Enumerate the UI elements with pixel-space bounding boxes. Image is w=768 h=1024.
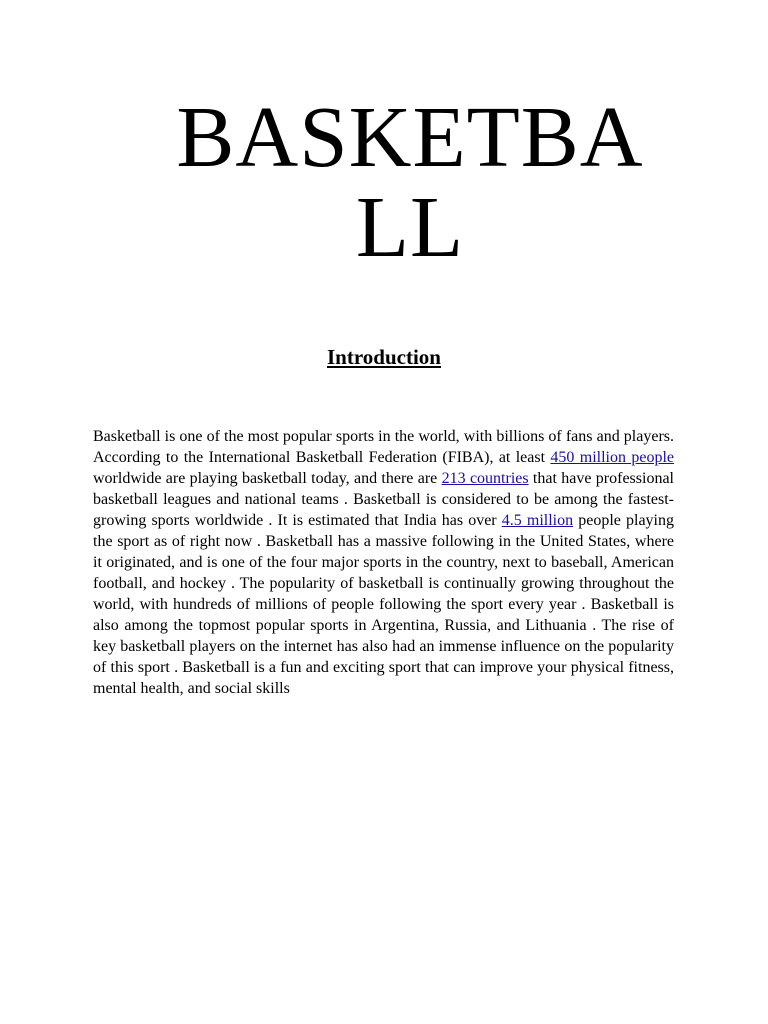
link-213-countries[interactable]: 213 countries xyxy=(441,470,529,487)
intro-paragraph xyxy=(93,426,674,699)
paragraph-text-2: worldwide are playing basketball today, and there are xyxy=(93,470,442,487)
paragraph-text-3: that have professional basketball leagues and national teams . Basketball is considered to be among the fastest-growing sports worldwide . It is estimated that India has over xyxy=(93,470,674,529)
document-title: BASKETBALL xyxy=(176,88,644,275)
link-450-million-people[interactable]: 450 million people xyxy=(550,449,675,466)
link-4-5-million[interactable]: 4.5 million xyxy=(501,512,574,529)
section-heading-introduction: Introduction xyxy=(327,345,441,369)
paragraph-text-1: Basketball is one of the most popular sports in the world, with billions of fans and players. According to the International Basketball Federation (FIBA), at least xyxy=(93,428,674,466)
paragraph-text-4: people playing the sport as of right now . Basketball has a massive following in the United States, where it originated, and is one of the four major sports in the country, next to baseball, American football, and hockey . The popularity of basketball is continually growing throughout the world, with hundreds of millions of people following the sport every year . Basketball is also among the topmost popular sports in Argentina, Russia, and Lithuania . The rise of key basketball players on the internet has also had an immense influence on the popularity of this sport . Basketball is a fun and exciting sport that can improve your physical fitness, mental health, and social skills xyxy=(93,512,674,697)
